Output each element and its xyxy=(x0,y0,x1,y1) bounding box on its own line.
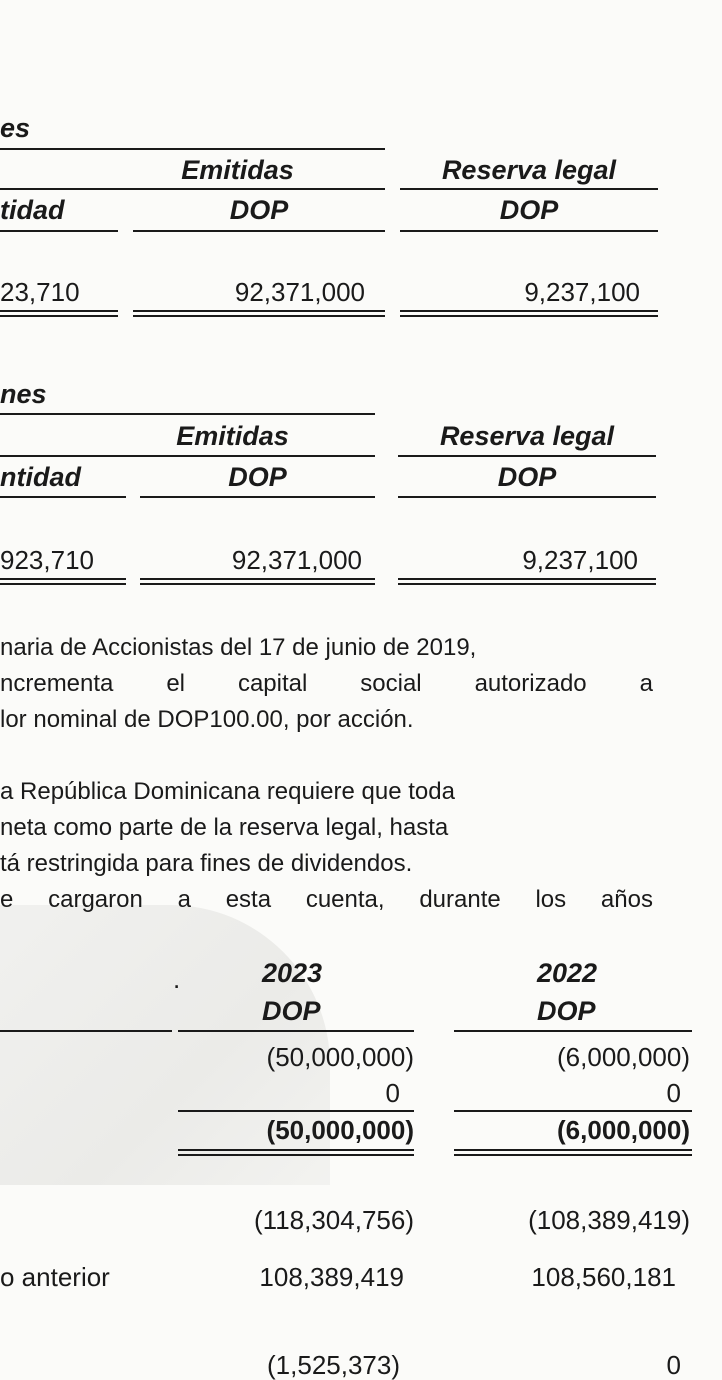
subtotal-rule-2023 xyxy=(178,1110,414,1112)
word: social xyxy=(360,670,422,697)
word: ncrementa xyxy=(0,670,114,697)
row5-label: o anterior xyxy=(0,1262,110,1292)
row2-2022: 0 xyxy=(666,1078,681,1108)
word: el xyxy=(166,670,186,697)
reserve-dop-header: DOP xyxy=(499,195,559,225)
dop-rule xyxy=(140,496,375,498)
total-2022: (6,000,000) xyxy=(557,1115,690,1145)
label-rule xyxy=(0,1030,172,1032)
year-2023-header: 2023 xyxy=(262,958,323,988)
row4-2023: (118,304,756) xyxy=(254,1205,414,1235)
word: a xyxy=(177,886,191,913)
word: esta xyxy=(225,886,272,913)
reserve-total-rule xyxy=(398,578,656,585)
quantity-header: tidad xyxy=(0,195,65,225)
issued-rule xyxy=(0,188,385,190)
shares-header-partial: nes xyxy=(0,379,47,409)
row2-2023: 0 xyxy=(385,1078,400,1108)
subtotal-rule-2022 xyxy=(454,1110,692,1112)
dop-total-rule xyxy=(140,578,375,585)
word: años xyxy=(600,886,653,913)
dop-2023-header: DOP xyxy=(262,996,321,1026)
qty-total-rule xyxy=(0,310,118,317)
reserve-dop-rule xyxy=(400,230,658,232)
text-line-justified xyxy=(0,888,653,912)
word: cuenta, xyxy=(305,886,385,913)
row4-2022: (108,389,419) xyxy=(528,1205,690,1235)
text-line: lor nominal de DOP100.00, por acción. xyxy=(0,706,414,733)
quantity-header: ntidad xyxy=(0,462,81,492)
word: durante xyxy=(419,886,501,913)
reserve-value: 9,237,100 xyxy=(522,545,638,575)
issued-header: Emitidas xyxy=(176,421,289,451)
dop-header: DOP xyxy=(229,195,289,225)
row5-2023: 108,389,419 xyxy=(259,1262,404,1292)
text-line-justified xyxy=(0,672,653,696)
reserve-total-rule xyxy=(400,310,658,317)
reserve-value: 9,237,100 xyxy=(524,277,640,307)
text-line: neta como parte de la reserva legal, hasta xyxy=(0,814,449,841)
qty-rule xyxy=(0,230,118,232)
year-2022-header: 2022 xyxy=(537,958,598,988)
issued-header: Emitidas xyxy=(181,155,294,185)
qty-total-rule xyxy=(0,578,126,585)
word: cargaron xyxy=(48,886,143,913)
dop-value: 92,371,000 xyxy=(234,277,365,307)
dop-2022-header: DOP xyxy=(537,996,596,1026)
reserve-rule xyxy=(398,455,656,457)
reserve-dop-rule xyxy=(398,496,656,498)
header-rule xyxy=(0,148,385,150)
shares-header-partial: es xyxy=(0,113,31,143)
dop-value: 92,371,000 xyxy=(231,545,362,575)
row6-2022: 0 xyxy=(666,1350,681,1380)
reserve-rule xyxy=(400,188,658,190)
reserve-header: Reserva legal xyxy=(439,421,615,451)
header-rule xyxy=(0,413,375,415)
row6-2023: (1,525,373) xyxy=(267,1350,400,1380)
reserve-dop-header: DOP xyxy=(497,462,557,492)
dop-total-rule xyxy=(133,310,385,317)
issued-rule xyxy=(0,455,375,457)
row1-2023: (50,000,000) xyxy=(266,1042,414,1072)
word: a xyxy=(639,670,653,697)
word: autorizado xyxy=(474,670,587,697)
total-rule-2023 xyxy=(178,1149,414,1156)
total-rule-2022 xyxy=(454,1149,692,1156)
qty-rule xyxy=(0,496,126,498)
row5-2022: 108,560,181 xyxy=(531,1262,676,1292)
dop-header: DOP xyxy=(228,462,287,492)
reserve-header: Reserva legal xyxy=(441,155,617,185)
col-2023-rule xyxy=(178,1030,414,1032)
word: capital xyxy=(237,670,308,697)
total-2023: (50,000,000) xyxy=(266,1115,414,1145)
dot-mark: . xyxy=(173,964,181,994)
dop-rule xyxy=(133,230,385,232)
col-2022-rule xyxy=(454,1030,692,1032)
text-line: tá restringida para fines de dividendos. xyxy=(0,850,413,877)
word: los xyxy=(535,886,567,913)
row1-2022: (6,000,000) xyxy=(557,1042,690,1072)
quantity-value: 923,710 xyxy=(0,545,94,575)
text-line: naria de Accionistas del 17 de junio de 2019, xyxy=(0,634,477,661)
quantity-value: 23,710 xyxy=(0,277,80,307)
word: e xyxy=(0,886,14,913)
text-line: a República Dominicana requiere que toda xyxy=(0,778,455,805)
